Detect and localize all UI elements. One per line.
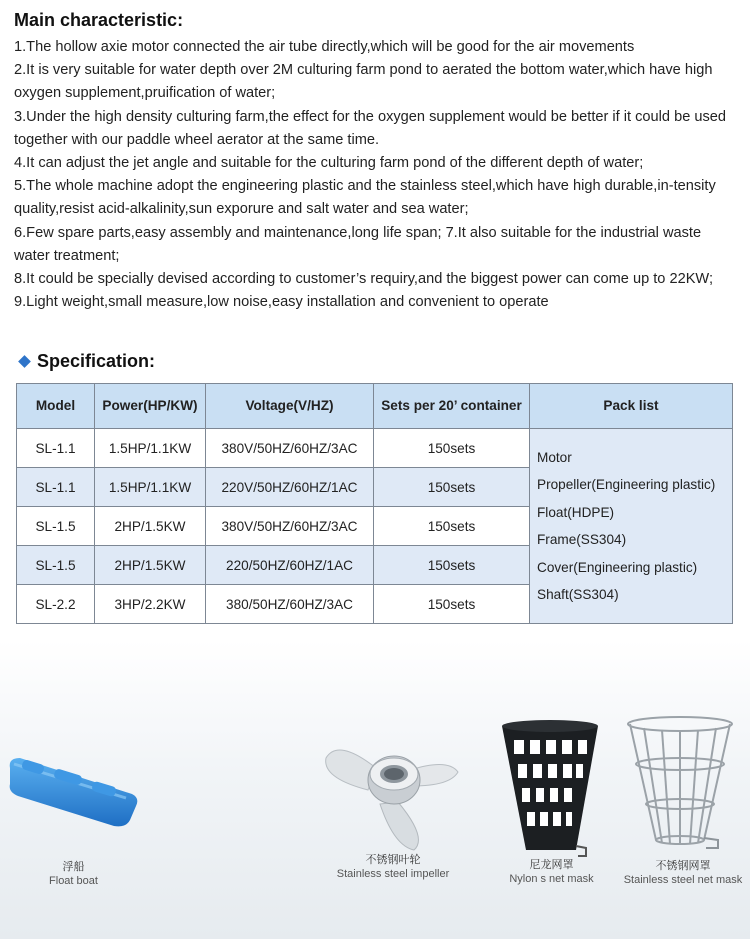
point-2: 2.It is very suitable for water depth over 2M culturing farm pond to aerated the bottom water,which have high oxygen supplement,pruification of water; [14, 62, 713, 102]
header-pack-list: Pack list [530, 384, 733, 429]
nylon-net-mask-en: Nylon s net mask [509, 873, 594, 885]
steel-net-mask-image [622, 714, 744, 859]
impeller-cn: 不锈钢叶轮 [365, 854, 421, 866]
cell-model: SL-2.2 [17, 585, 95, 624]
point-7: 8.It could be specially devised according to customer’s requiry,and the biggest power can come up to 22KW; [14, 271, 713, 288]
cell-voltage: 220/50HZ/60HZ/1AC [206, 546, 374, 585]
cell-model: SL-1.1 [17, 468, 95, 507]
cell-power: 1.5HP/1.1KW [95, 468, 206, 507]
cell-sets: 150sets [374, 429, 530, 468]
nylon-net-mask-cn: 尼龙网罩 [529, 859, 574, 871]
point-8: 9.Light weight,small measure,low noise,easy installation and convenient to operate [14, 294, 549, 311]
nylon-net-mask-image [494, 718, 609, 858]
steel-net-mask-en: Stainless steel net mask [623, 874, 743, 886]
pack-item: Frame(SS304) [537, 532, 627, 547]
diamond-bullet-icon [18, 355, 31, 368]
cell-power: 2HP/1.5KW [95, 507, 206, 546]
point-3: 3.Under the high density culturing farm,the effect for the oxygen supplement would be better if it could be used together with our paddle wheel aerator at the same time. [14, 108, 727, 148]
cell-power: 3HP/2.2KW [95, 585, 206, 624]
spec-title-text: Specification: [37, 351, 156, 371]
characteristics-list [14, 36, 736, 314]
cell-sets: 150sets [374, 468, 530, 507]
point-5: 5.The whole machine adopt the engineering plastic and the stainless steel,which have high durable,in-tensity quality,resist acid-alkalinity,sun exporure and salt water and sea water; [14, 178, 716, 218]
pack-item: Cover(Engineering plastic) [537, 559, 698, 575]
cell-voltage: 220V/50HZ/60HZ/1AC [206, 468, 374, 507]
cell-sets: 150sets [374, 546, 530, 585]
main-heading: Main characteristic: [14, 10, 184, 30]
pack-item: Float(HDPE) [537, 504, 615, 520]
cell-voltage: 380/50HZ/60HZ/3AC [206, 585, 374, 624]
point-1: 1.The hollow axie motor connected the air tube directly,which will be good for the air movements [14, 39, 635, 55]
parts-photo-area [0, 640, 750, 939]
cell-model: SL-1.5 [17, 546, 95, 585]
spec-title [20, 351, 155, 372]
part-nylon-net-mask [494, 718, 609, 886]
float-boat-cn: 浮船 [62, 861, 85, 873]
point-6: 6.Few spare parts,easy assembly and maintenance,long life span; 7.It also suitable for the industrial waste water treatment; [14, 224, 702, 264]
cell-voltage: 380V/50HZ/60HZ/3AC [206, 507, 374, 546]
point-4: 4.It can adjust the jet angle and suitable for the culturing farm pond of the different depth of water; [14, 155, 644, 172]
float-boat-image [6, 750, 141, 860]
part-steel-net-mask [622, 714, 744, 887]
header-sets: Sets per 20’ container [374, 384, 530, 429]
header-voltage: Voltage(V/HZ) [206, 384, 374, 429]
float-boat-en: Float boat [49, 875, 98, 887]
steel-net-mask-cn: 不锈钢网罩 [655, 860, 711, 872]
cell-model: SL-1.5 [17, 507, 95, 546]
part-impeller [318, 728, 468, 881]
cell-sets: 150sets [374, 585, 530, 624]
header-model: Model [17, 384, 95, 429]
pack-item: Propeller(Engineering plastic) [537, 477, 716, 492]
cell-power: 1.5HP/1.1KW [95, 429, 206, 468]
cell-voltage: 380V/50HZ/60HZ/3AC [206, 429, 374, 468]
part-float-boat [6, 750, 141, 888]
impeller-en: Stainless steel impeller [336, 868, 450, 880]
cell-power: 2HP/1.5KW [95, 546, 206, 585]
impeller-image [318, 728, 468, 853]
cell-sets: 150sets [374, 507, 530, 546]
cell-model: SL-1.1 [17, 429, 95, 468]
pack-item: Motor [537, 449, 572, 465]
header-power: Power(HP/KW) [95, 384, 206, 429]
table-row [17, 429, 733, 468]
pack-list-cell [530, 429, 733, 624]
pack-item: Shaft(SS304) [537, 587, 619, 602]
spec-table [16, 383, 733, 624]
table-header-row [17, 384, 733, 429]
